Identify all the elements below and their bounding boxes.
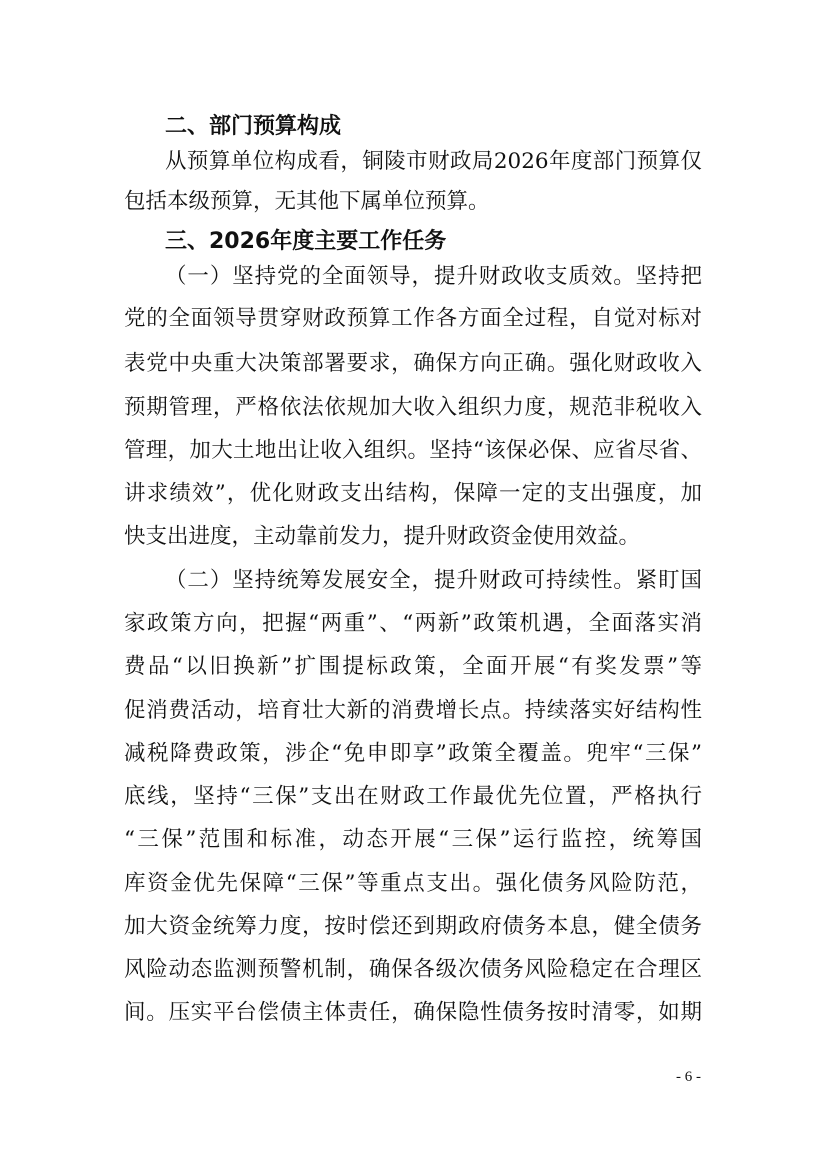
text-line: 讲求绩效”，优化财政支出结构，保障一定的支出强度，加 [124,481,702,506]
text-line: 费品“以旧换新”扩围提标政策，全面开展“有奖发票”等 [124,654,702,679]
text-line: 间。压实平台偿债主体责任，确保隐性债务按时清零，如期 [124,1000,702,1025]
text-line: 快支出进度，主动靠前发力，提升财政资金使用效益。 [124,524,641,549]
text-line: 风险动态监测预警机制，确保各级次债务风险稳定在合理区 [124,957,702,982]
text-line: 促消费活动，培育壮大新的消费增长点。持续落实好结构性 [124,698,702,723]
text-line: 加大资金统筹力度，按时偿还到期政府债务本息，健全债务 [124,914,702,939]
text-line: （二）坚持统筹发展安全，提升财政可持续性。紧盯国 [165,568,702,593]
text-line: 库资金优先保障“三保”等重点支出。强化债务风险防范， [124,871,702,896]
page-number: - 6 - [676,1069,701,1085]
text-line: 减税降费政策，涉企“免申即享”政策全覆盖。兜牢“三保” [124,741,702,766]
text-line: “三保”范围和标准，动态开展“三保”运行监控，统筹国 [124,827,702,852]
section-heading-main-tasks: 三、2026年度主要工作任务 [165,229,447,254]
text-line: 底线，坚持“三保”支出在财政工作最优先位置，严格执行 [124,784,702,809]
text-line: 管理，加大土地出让收入组织。坚持“该保必保、应省尽省、 [124,438,702,463]
text-line: 党的全面领导贯穿财政预算工作各方面全过程，自觉对标对 [124,306,702,331]
section-heading-budget-composition: 二、部门预算构成 [165,114,342,139]
text-line: 表党中央重大决策部署要求，确保方向正确。强化财政收入 [124,351,702,376]
text-line: 家政策方向，把握“两重”、“两新”政策机遇，全面落实消 [124,611,702,636]
text-line: （一）坚持党的全面领导，提升财政收支质效。坚持把 [165,264,702,289]
text-line: 预期管理，严格依法依规加大收入组织力度，规范非税收入 [124,395,702,420]
text-line: 从预算单位构成看，铜陵市财政局2026年度部门预算仅 [165,149,702,174]
text-line: 包括本级预算，无其他下属单位预算。 [124,189,490,214]
